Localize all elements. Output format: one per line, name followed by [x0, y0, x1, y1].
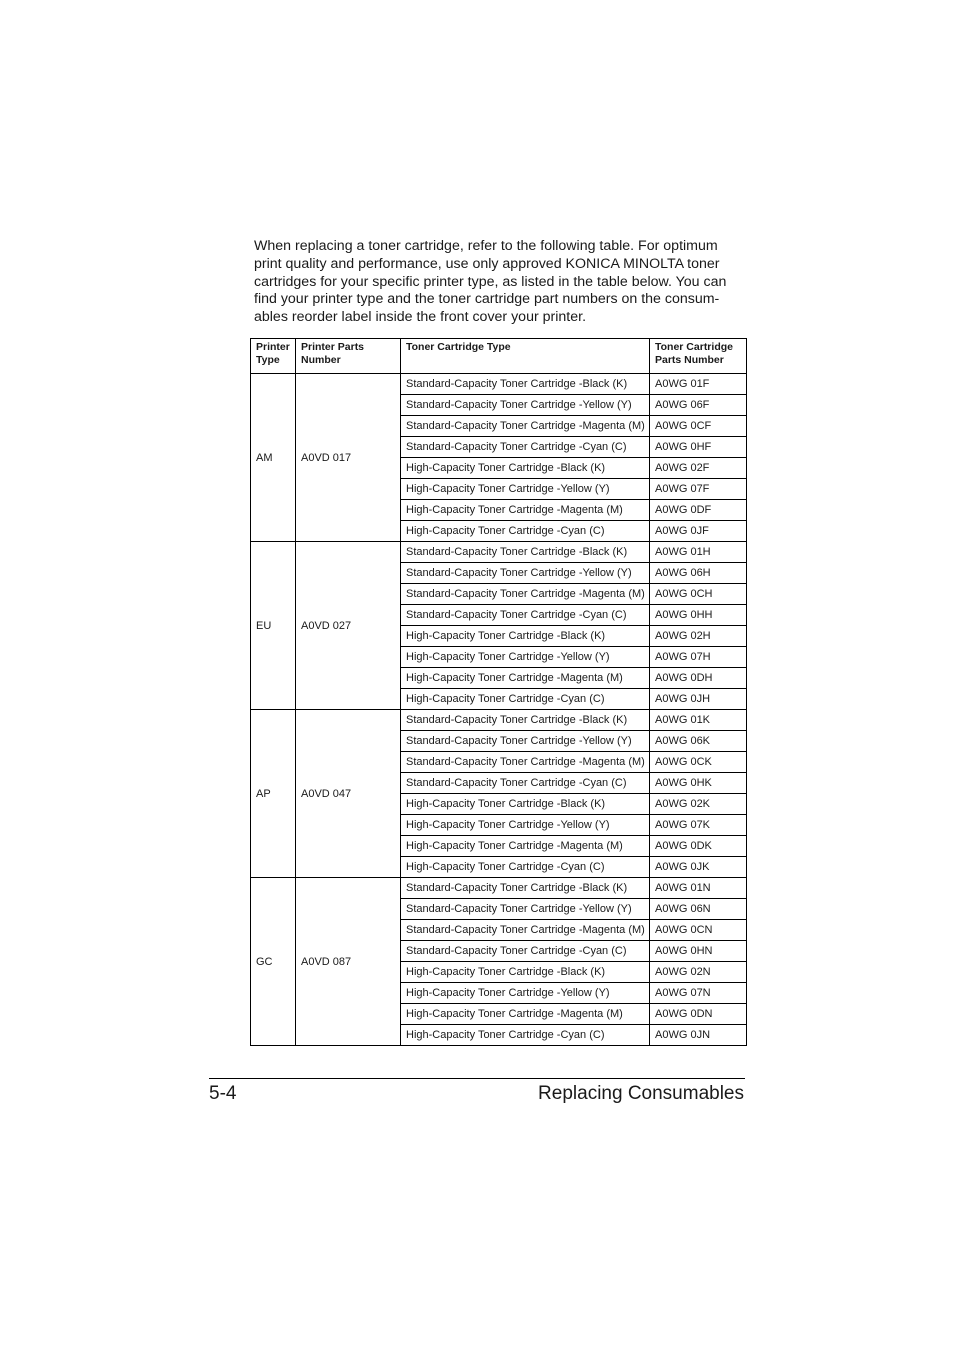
- printer-type-cell: GC: [251, 878, 296, 1046]
- intro-line: print quality and performance, use only approved KONICA MINOLTA toner: [254, 255, 720, 272]
- table-row: [251, 374, 747, 395]
- toner-cartridge-parts-number-cell: A0WG 0CF: [650, 416, 747, 437]
- toner-cartridge-type-cell: High-Capacity Toner Cartridge -Magenta (M): [401, 836, 650, 857]
- toner-cartridge-type-cell: High-Capacity Toner Cartridge -Cyan (C): [401, 689, 650, 710]
- toner-cartridge-type-cell: Standard-Capacity Toner Cartridge -Magenta (M): [401, 584, 650, 605]
- toner-cartridge-parts-number-cell: A0WG 07N: [650, 983, 747, 1004]
- toner-cartridge-type-cell: Standard-Capacity Toner Cartridge -Magenta (M): [401, 920, 650, 941]
- toner-cartridge-parts-number-cell: A0WG 0DK: [650, 836, 747, 857]
- toner-cartridge-parts-number-cell: A0WG 06K: [650, 731, 747, 752]
- toner-cartridge-table: [250, 338, 747, 1046]
- toner-cartridge-type-cell: Standard-Capacity Toner Cartridge -Black (K): [401, 710, 650, 731]
- toner-cartridge-parts-number-cell: A0WG 07F: [650, 479, 747, 500]
- toner-cartridge-parts-number-cell: A0WG 0JK: [650, 857, 747, 878]
- page-number: 5-4: [209, 1083, 237, 1104]
- toner-cartridge-type-cell: Standard-Capacity Toner Cartridge -Cyan (C): [401, 941, 650, 962]
- toner-cartridge-parts-number-cell: A0WG 07K: [650, 815, 747, 836]
- table-row: [251, 542, 747, 563]
- printer-parts-number-cell: A0VD 017: [296, 374, 401, 542]
- toner-cartridge-parts-number-cell: A0WG 0DH: [650, 668, 747, 689]
- toner-cartridge-parts-number-cell: A0WG 0CN: [650, 920, 747, 941]
- header-toner-cartridge-type: Toner Cartridge Type: [401, 339, 650, 374]
- toner-cartridge-type-cell: Standard-Capacity Toner Cartridge -Magenta (M): [401, 752, 650, 773]
- printer-type-cell: AP: [251, 710, 296, 878]
- toner-cartridge-type-cell: Standard-Capacity Toner Cartridge -Black (K): [401, 542, 650, 563]
- printer-parts-number-cell: A0VD 087: [296, 878, 401, 1046]
- toner-cartridge-type-cell: High-Capacity Toner Cartridge -Magenta (M): [401, 668, 650, 689]
- table-row: [251, 710, 747, 731]
- toner-cartridge-parts-number-cell: A0WG 01F: [650, 374, 747, 395]
- toner-cartridge-type-cell: Standard-Capacity Toner Cartridge -Yellow (Y): [401, 395, 650, 416]
- header-printer-type: Printer Type: [251, 339, 296, 374]
- printer-type-cell: EU: [251, 542, 296, 710]
- printer-type-cell: AM: [251, 374, 296, 542]
- printer-parts-number-cell: A0VD 027: [296, 542, 401, 710]
- toner-cartridge-type-cell: High-Capacity Toner Cartridge -Cyan (C): [401, 1025, 650, 1046]
- toner-cartridge-parts-number-cell: A0WG 06H: [650, 563, 747, 584]
- toner-cartridge-type-cell: Standard-Capacity Toner Cartridge -Cyan (C): [401, 437, 650, 458]
- toner-cartridge-parts-number-cell: A0WG 06N: [650, 899, 747, 920]
- toner-cartridge-type-cell: High-Capacity Toner Cartridge -Magenta (M): [401, 1004, 650, 1025]
- toner-cartridge-parts-number-cell: A0WG 0HN: [650, 941, 747, 962]
- intro-line: When replacing a toner cartridge, refer to the following table. For optimum: [254, 238, 718, 254]
- intro-line: ables reorder label inside the front cover your printer.: [254, 309, 587, 326]
- toner-cartridge-type-cell: High-Capacity Toner Cartridge -Yellow (Y): [401, 983, 650, 1004]
- toner-cartridge-parts-number-cell: A0WG 0CH: [650, 584, 747, 605]
- toner-cartridge-parts-number-cell: A0WG 0JF: [650, 521, 747, 542]
- toner-cartridge-parts-number-cell: A0WG 01H: [650, 542, 747, 563]
- toner-cartridge-parts-number-cell: A0WG 0HF: [650, 437, 747, 458]
- toner-cartridge-type-cell: High-Capacity Toner Cartridge -Black (K): [401, 794, 650, 815]
- toner-cartridge-type-cell: High-Capacity Toner Cartridge -Magenta (M): [401, 500, 650, 521]
- toner-cartridge-parts-number-cell: A0WG 02K: [650, 794, 747, 815]
- toner-cartridge-type-cell: High-Capacity Toner Cartridge -Yellow (Y): [401, 479, 650, 500]
- toner-cartridge-type-cell: High-Capacity Toner Cartridge -Yellow (Y): [401, 815, 650, 836]
- toner-cartridge-type-cell: Standard-Capacity Toner Cartridge -Yellow (Y): [401, 899, 650, 920]
- table-body: [251, 374, 747, 1046]
- toner-cartridge-parts-number-cell: A0WG 07H: [650, 647, 747, 668]
- header-toner-cartridge-parts-number: Toner Cartridge Parts Number: [650, 339, 747, 374]
- toner-cartridge-type-cell: Standard-Capacity Toner Cartridge -Cyan (C): [401, 773, 650, 794]
- toner-cartridge-type-cell: Standard-Capacity Toner Cartridge -Yellow (Y): [401, 731, 650, 752]
- toner-cartridge-type-cell: Standard-Capacity Toner Cartridge -Yellow (Y): [401, 563, 650, 584]
- toner-cartridge-type-cell: High-Capacity Toner Cartridge -Black (K): [401, 626, 650, 647]
- intro-paragraph: [254, 238, 754, 327]
- toner-cartridge-type-cell: Standard-Capacity Toner Cartridge -Black (K): [401, 374, 650, 395]
- toner-cartridge-parts-number-cell: A0WG 01K: [650, 710, 747, 731]
- footer-divider: [209, 1078, 745, 1079]
- toner-cartridge-type-cell: Standard-Capacity Toner Cartridge -Magenta (M): [401, 416, 650, 437]
- table-row: [251, 878, 747, 899]
- toner-cartridge-parts-number-cell: A0WG 0CK: [650, 752, 747, 773]
- intro-line: find your printer type and the toner cartridge part numbers on the consum-: [254, 291, 720, 308]
- toner-cartridge-type-cell: Standard-Capacity Toner Cartridge -Cyan (C): [401, 605, 650, 626]
- header-printer-parts-number: Printer Parts Number: [296, 339, 401, 374]
- section-title: Replacing Consumables: [538, 1083, 744, 1104]
- toner-cartridge-parts-number-cell: A0WG 0DF: [650, 500, 747, 521]
- toner-cartridge-parts-number-cell: A0WG 02H: [650, 626, 747, 647]
- toner-cartridge-type-cell: High-Capacity Toner Cartridge -Cyan (C): [401, 521, 650, 542]
- toner-cartridge-type-cell: Standard-Capacity Toner Cartridge -Black (K): [401, 878, 650, 899]
- toner-cartridge-parts-number-cell: A0WG 01N: [650, 878, 747, 899]
- toner-cartridge-parts-number-cell: A0WG 0DN: [650, 1004, 747, 1025]
- toner-cartridge-parts-number-cell: A0WG 02F: [650, 458, 747, 479]
- intro-line: cartridges for your specific printer type, as listed in the table below. You can: [254, 273, 727, 290]
- printer-parts-number-cell: A0VD 047: [296, 710, 401, 878]
- toner-cartridge-parts-number-cell: A0WG 0JH: [650, 689, 747, 710]
- toner-cartridge-parts-number-cell: A0WG 02N: [650, 962, 747, 983]
- toner-cartridge-type-cell: High-Capacity Toner Cartridge -Yellow (Y): [401, 647, 650, 668]
- toner-cartridge-parts-number-cell: A0WG 06F: [650, 395, 747, 416]
- toner-cartridge-type-cell: High-Capacity Toner Cartridge -Black (K): [401, 962, 650, 983]
- table-header-row: [251, 339, 747, 374]
- toner-cartridge-parts-number-cell: A0WG 0HH: [650, 605, 747, 626]
- toner-cartridge-type-cell: High-Capacity Toner Cartridge -Black (K): [401, 458, 650, 479]
- toner-cartridge-parts-number-cell: A0WG 0JN: [650, 1025, 747, 1046]
- toner-cartridge-parts-number-cell: A0WG 0HK: [650, 773, 747, 794]
- toner-cartridge-type-cell: High-Capacity Toner Cartridge -Cyan (C): [401, 857, 650, 878]
